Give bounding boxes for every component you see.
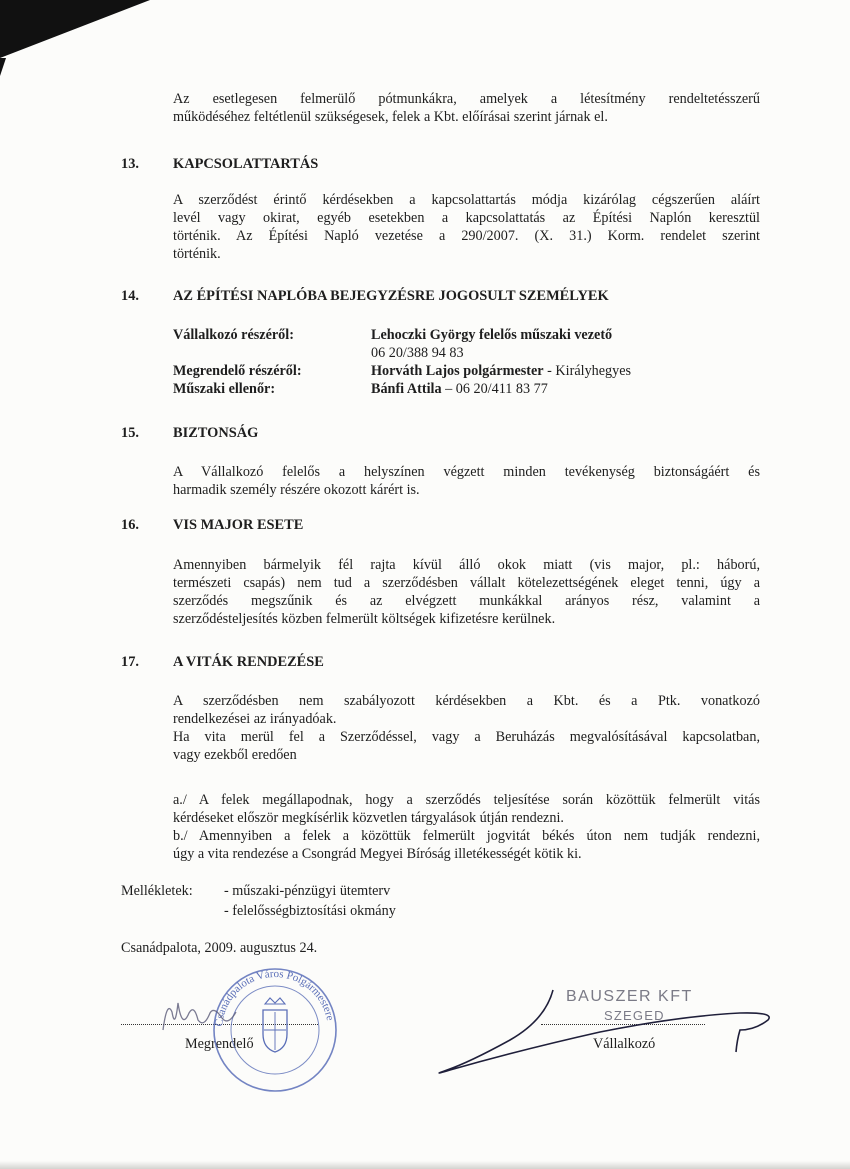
section-17-title: A VITÁK RENDEZÉSE — [173, 654, 324, 670]
contact-extra: – 06 20/411 83 77 — [441, 381, 548, 397]
section-16-line-4: szerződésteljesítés közben felmerült költségek kifizetésre kerülnek. — [173, 611, 556, 627]
section-17-line-1: A szerződésben nem szabályozott kérdésekben a Kbt. és a Ptk. vonatkozó — [173, 693, 760, 709]
section-17-line-2: rendelkezései az irányadóak. — [173, 711, 337, 727]
section-16-number: 16. — [121, 517, 139, 533]
section-17-b-line-2: kérdéseket először megkísérlik közvetlen tárgyalások útján rendezni. — [173, 810, 564, 826]
contact-extra: 06 20/388 94 83 — [371, 345, 464, 361]
attachment-item: - felelősségbiztosítási okmány — [224, 903, 396, 919]
section-17-number: 17. — [121, 654, 139, 670]
section-15-title: BIZTONSÁG — [173, 425, 259, 441]
contact-role: Megrendelő részéről: — [173, 363, 302, 379]
section-13-number: 13. — [121, 156, 139, 172]
section-13-line-2: levél vagy okirat, egyéb esetekben a kapcsolattatás az Építési Naplón keresztül — [173, 210, 760, 226]
section-14-number: 14. — [121, 288, 139, 304]
section-15-number: 15. — [121, 425, 139, 441]
section-13-line-3: történik. Az Építési Napló vezetése a 290/2007. (X. 31.) Korm. rendelet szerint — [173, 228, 760, 244]
section-17-b-line-3: b./ Amennyiben a felek a közöttük felmerült jogvitát békés úton nem tudják rendezni, — [173, 828, 760, 844]
section-17-line-4: vagy ezekből eredően — [173, 747, 297, 763]
place-date: Csanádpalota, 2009. augusztus 24. — [121, 940, 318, 956]
company-stamp-line-2: SZEGED — [604, 1008, 665, 1023]
section-17-b-line-4: úgy a vita rendezése a Csongrád Megyei Bíróság illetékességét kötik ki. — [173, 846, 582, 862]
contractor-signature-label: Vállalkozó — [593, 1036, 656, 1052]
section-16-line-3: szerződés megszűnik és az elvégzett munkákkal arányos rész, valamint a — [173, 593, 760, 609]
municipal-stamp-text: Csanádpalota Város Polgármestere — [213, 967, 337, 1028]
municipal-round-stamp — [213, 968, 336, 1091]
client-signature-label: Megrendelő — [185, 1036, 254, 1052]
contact-name: Lehoczki György felelős műszaki vezető — [371, 327, 613, 343]
intro-line-1: Az esetlegesen felmerülő pótmunkákra, amelyek a létesítmény rendeltetésszerű — [173, 91, 760, 107]
section-16-title: VIS MAJOR ESETE — [173, 517, 304, 533]
section-15-line-1: A Vállalkozó felelős a helyszínen végzett minden tevékenység biztonságáért és — [173, 464, 760, 480]
section-17-line-3: Ha vita merül fel a Szerződéssel, vagy a Beruházás megvalósításával kapcsolatban, — [173, 729, 760, 745]
contact-name: Horváth Lajos polgármester — [371, 363, 544, 379]
section-16-line-2: természeti csapás) nem tud a szerződésben vállalt kötelezettségének eleget tenni, úgy a — [173, 575, 760, 591]
company-stamp — [566, 988, 693, 1023]
intro-line-2: működéséhez feltétlenül szükségesek, felek a Kbt. előírásai szerint járnak el. — [173, 109, 608, 125]
contact-name: Bánfi Attila — [371, 381, 442, 397]
company-stamp-line-1: BAUSZER KFT — [566, 988, 693, 1005]
section-15-line-2: harmadik személy részére okozott kárért is. — [173, 482, 420, 498]
section-13-title: KAPCSOLATTARTÁS — [173, 156, 319, 172]
section-13-line-4: történik. — [173, 246, 221, 262]
section-17-b-line-1: a./ A felek megállapodnak, hogy a szerződés teljesítése során közöttük felmerült vitás — [173, 792, 760, 808]
scan-bottom-edge — [0, 1161, 850, 1169]
section-14-title: AZ ÉPÍTÉSI NAPLÓBA BEJEGYZÉSRE JOGOSULT SZEMÉLYEK — [173, 288, 609, 304]
attachment-item: - műszaki-pénzügyi ütemterv — [224, 883, 391, 899]
contact-role: Vállalkozó részéről: — [173, 327, 294, 343]
section-13-line-1: A szerződést érintő kérdésekben a kapcsolattartás módja kizárólag cégszerűen aláírt — [173, 192, 760, 208]
attachments-label: Mellékletek: — [121, 883, 193, 899]
section-16-line-1: Amennyiben bármelyik fél rajta kívül álló okok miatt (vis major, pl.: háború, — [173, 557, 760, 573]
contact-role: Műszaki ellenőr: — [173, 381, 276, 397]
contact-extra: - Királyhegyes — [543, 363, 632, 379]
